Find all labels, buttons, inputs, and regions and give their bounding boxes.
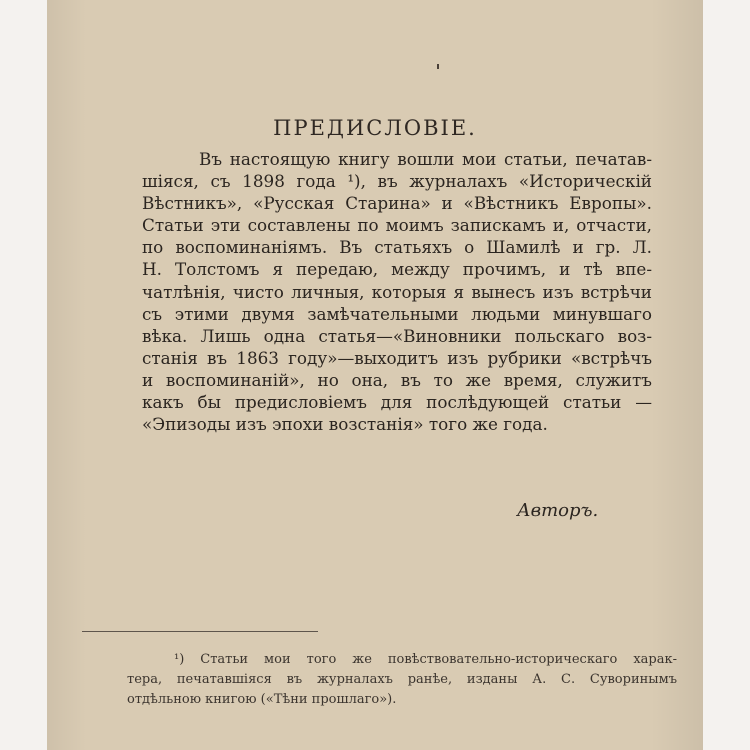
footnote — [127, 650, 677, 710]
body-line: чатлѣнія, чисто личныя, которыя я вынесъ изъ встрѣчи — [142, 281, 652, 302]
body-line: станія въ 1863 году»—выходитъ изъ рубрики «встрѣчъ — [142, 347, 652, 368]
body-line: вѣка. Лишь одна статья—«Виновники польскаго воз- — [142, 325, 652, 346]
body-line: какъ бы предисловіемъ для послѣдующей статьи — — [142, 392, 652, 413]
body-line: Н. Толстомъ я передаю, между прочимъ, и тѣ впе- — [142, 259, 652, 280]
preface-body — [142, 148, 652, 435]
author-signature: Авторъ. — [517, 500, 599, 521]
body-line: съ этими двумя замѣчательными людьми минувшаго — [142, 303, 652, 324]
body-line: «Эпизоды изъ эпохи возстанія» того же года. — [142, 414, 548, 435]
body-line: Вѣстникъ», «Русская Старина» и «Вѣстникъ Европы». — [142, 193, 652, 214]
body-line: Въ настоящую книгу вошли мои статьи, печатав- — [199, 149, 652, 169]
body-line: Статьи эти составлены по моимъ запискамъ и, отчасти, — [142, 215, 652, 236]
page-title: ПРЕДИСЛОВІЕ. — [273, 116, 477, 140]
footnote-divider — [82, 631, 318, 632]
body-line: шіяся, съ 1898 года ¹), въ журналахъ «Историческій — [142, 171, 652, 192]
footnote-line: ¹) Статьи мои того же повѣствовательно-историческаго харак- — [174, 652, 677, 667]
footnote-line: тера, печатавшіяся въ журналахъ ранѣе, изданы А. С. Суворинымъ — [127, 672, 677, 687]
body-line: и воспоминаній», но она, въ то же время, служитъ — [142, 369, 652, 390]
ink-speck — [437, 64, 439, 69]
footnote-line: отдѣльною книгою («Тѣни прошлаго»). — [127, 692, 397, 707]
body-line: по воспоминаніямъ. Въ статьяхъ о Шамилѣ и гр. Л. — [142, 237, 652, 258]
book-page — [47, 0, 703, 750]
